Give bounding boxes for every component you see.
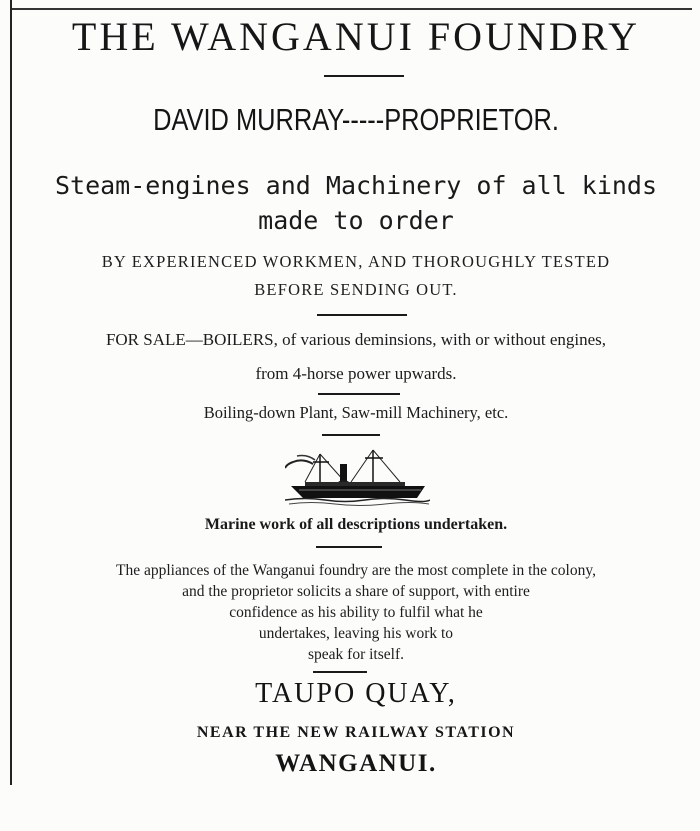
appliances-line: speak for itself. xyxy=(308,646,404,663)
steam-line-2: made to order xyxy=(258,206,454,235)
steamship-engraving-icon xyxy=(285,448,430,506)
top-column-border xyxy=(12,8,692,10)
address-near-station: NEAR THE NEW RAILWAY STATION xyxy=(196,724,516,741)
foundry-title: THE WANGANUI FOUNDRY xyxy=(71,14,641,59)
boiling-down-plant-text: Boiling-down Plant, Saw-mill Machinery, etc. xyxy=(203,403,509,422)
appliances-line: undertakes, leaving his work to xyxy=(258,625,454,642)
divider-rule xyxy=(324,75,404,77)
divider-rule xyxy=(313,671,367,673)
divider-rule xyxy=(316,546,382,548)
appliances-line: and the proprietor solicits a share of support, with entire xyxy=(182,583,530,600)
experienced-workmen-text xyxy=(12,248,700,304)
proprietor-line: DAVID MURRAY-----PROPRIETOR. xyxy=(153,102,559,137)
experienced-line-1: BY EXPERIENCED WORKMEN, AND THOROUGHLY TESTED xyxy=(101,252,611,271)
steam-engines-heading xyxy=(12,168,700,238)
divider-rule xyxy=(322,434,380,436)
for-sale-text xyxy=(12,323,700,391)
address-town: WANGANUI. xyxy=(275,750,437,777)
divider-rule xyxy=(317,314,407,316)
appliances-line: The appliances of the Wanganui foundry are the most complete in the colony, xyxy=(116,562,596,579)
for-sale-line-1: FOR SALE—BOILERS, of various deminsions, with or without engines, xyxy=(105,330,607,349)
address-street: TAUPO QUAY, xyxy=(255,678,457,709)
appliances-paragraph xyxy=(12,560,700,665)
marine-work-text: Marine work of all descriptions undertaken. xyxy=(204,516,508,533)
steam-line-1: Steam-engines and Machinery of all kinds xyxy=(54,171,658,200)
divider-rule xyxy=(318,393,400,395)
appliances-line: confidence as his ability to fulfil what he xyxy=(229,604,483,621)
left-column-border xyxy=(10,0,12,785)
experienced-line-2: BEFORE SENDING OUT. xyxy=(254,280,458,299)
for-sale-line-2: from 4-horse power upwards. xyxy=(255,364,457,383)
